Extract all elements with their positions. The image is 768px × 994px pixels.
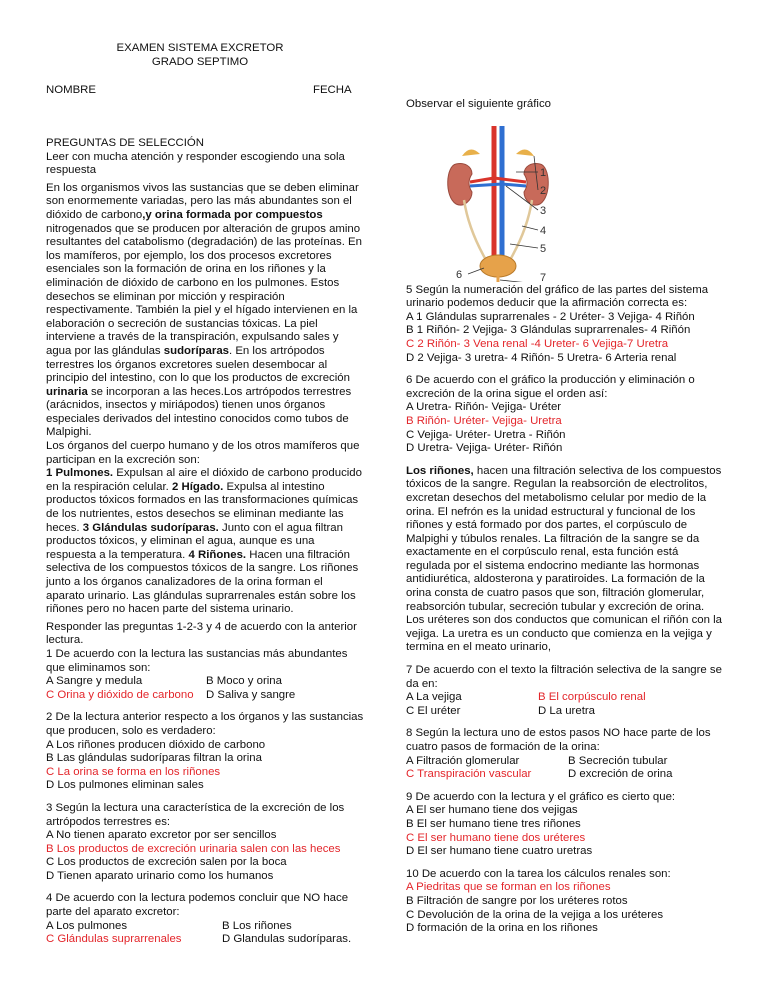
diagram-label-6: 6 [456,268,463,281]
option-d: D excreción de orina [568,768,673,781]
question-6 [406,374,724,456]
option-b-answer: B El corpúsculo renal [538,691,646,704]
option-d: D La uretra [538,704,595,717]
left-column [46,137,364,947]
option-d: D Tienen aparato urinario como los humanos [46,869,274,882]
section-title: PREGUNTAS DE SELECCIÓN [46,137,205,149]
question-text: 10 De acuerdo con la tarea los cálculos renales son: [406,867,671,880]
option-c-answer: C Transpiración vascular [406,768,532,781]
diagram-label-4: 4 [540,224,547,237]
diagram-label-5: 5 [540,242,547,255]
diagram-label-3: 3 [540,204,547,217]
question-10 [406,868,724,936]
option-d: D Los pulmones eliminan sales [46,779,204,792]
date-label: FECHA [313,84,352,96]
ureter-right [510,200,532,260]
renal-vein-left [470,184,502,186]
bladder [480,255,516,277]
option-c: C Los productos de excreción salen por la boca [46,856,287,869]
leader-7 [500,280,538,282]
option-b: B Las glándulas sudoríparas filtran la orina [46,752,262,765]
option-a: A No tienen aparato excretor por ser sencillos [46,829,277,842]
exam-grade: GRADO SEPTIMO [151,56,249,68]
option-b: B Secreción tubular [568,754,668,767]
option-d: D Uretra- Vejiga- Uréter- Riñón [406,442,563,455]
option-a: A La vejiga [406,691,462,704]
option-c-answer: C El ser humano tiene dos uréteres [406,831,586,844]
option-c: C Vejiga- Uréter- Uretra - Riñón [406,428,566,441]
option-a: A 1 Glándulas suprarrenales - 2 Uréter- 3 Vejiga- 4 Riñón [406,310,695,323]
kidney-reading: Los riñones, hacen una filtración selectiva de los compuestos tóxicos de la sangre. Regulan la reabsorción de electrolitos, excretan desechos del metabolismo celular por medio de la orina. El nefrón es la unidad estructural y funcional de los riñones y está formado por dos partes, el corpúsculo de Malpighi y túbulos renales. La filtración de la sangre se da exactamente en el corpúsculo renal, esta función está regulada por el sistema endocrino mediante las hormonas antidiurética, aldosterona y paratiroides. La formación de la orina consta de cuatro pasos que son, filtración glomerular, reabsorción tubular, secreción tubular y excreción de orina. Los uréteres son dos conductos que comunican el riñón con la vejiga. La uretra es un conducto que comienza en la vejiga y termina en el meato urinario, [406,464,722,654]
question-text: 2 De la lectura anterior respecto a los órganos y las sustancias que producen, solo es verdadero: [46,711,364,737]
option-a: A Los pulmones [46,919,128,932]
question-text: 8 Según la lectura uno de estos pasos NO hace parte de los cuatro pasos de formación de la orina: [406,727,711,753]
question-text: 3 Según la lectura una característica de la excreción de los artrópodos terrestres es: [46,801,345,828]
question-text: 7 De acuerdo con el texto la filtración selectiva de la sangre se da en: [406,664,722,690]
option-c-answer: C Orina y dióxido de carbono [46,688,194,701]
option-a: A El ser humano tiene dos vejigas [406,804,578,817]
exam-title: EXAMEN SISTEMA EXCRETOR [116,42,284,54]
question-7 [406,664,724,718]
question-8 [406,727,724,781]
option-c-answer: C Glándulas suprarrenales [46,933,182,946]
option-d: D 2 Vejiga- 3 uretra- 4 Riñón- 5 Uretra- 6 Arteria renal [406,351,677,364]
option-a-answer: A Piedritas que se forman en los riñones [406,881,611,894]
question-5 [406,284,724,366]
observe-instruction: Observar el siguiente gráfico [406,98,551,110]
option-c: C El uréter [406,704,461,717]
leader-5 [510,244,538,248]
option-b-answer: B Riñón- Uréter- Vejiga- Uretra [406,414,562,427]
right-column [406,98,724,936]
option-c-answer: C 2 Riñón- 3 Vena renal -4 Ureter- 6 Vejiga-7 Uretra [406,337,669,350]
question-2 [46,711,364,793]
option-d: D Saliva y sangre [206,688,296,701]
reading-paragraph-1: En los organismos vivos las sustancias que se deben eliminar son enormemente variadas, pero las más abundantes son el dióxido de carbono,y orina formada por compuestos nitrogenados que se producen por alteración de grupos amino resultantes del catabolismo (degradación) de las proteínas. En los mamíferos, por ejemplo, los dos procesos excretores esenciales son la formación de orina en los riñones y la eliminación de dióxido de carbono en los pulmones. Estos desechos se eliminan por micción y respiración respectivamente. También la piel y el hígado intervienen en la elaboración o secreción de sustancias tóxicas. La piel interviene a través de la transpiración, expulsando sales y agua por las glándulas sudoríparas. En los artrópodos terrestres los órganos excretores suelen desembocar al principio del intestino, con lo que los productos de excreción urinaria se incorporan a las heces.Los artrópodos terrestres (arácnidos, insectos y miriápodos) tienen unos órganos especiales derivados del intestino conocidos como tubos de Malpighi. [46,181,362,439]
option-b: B Filtración de sangre por los uréteres rotos [406,894,628,907]
diagram-label-2: 2 [540,184,547,197]
option-a: A Filtración glomerular [406,754,520,767]
diagram-label-7: 7 [540,271,547,282]
question-text: 6 De acuerdo con el gráfico la producción y eliminación o excreción de la orina sigue el orden así: [406,374,695,400]
option-a: A Uretra- Riñón- Vejiga- Uréter [406,401,562,414]
option-d: D El ser humano tiene cuatro uretras [406,845,593,858]
ureter-left [464,200,486,260]
option-b: B Moco y orina [206,675,282,688]
question-text: 4 De acuerdo con la lectura podemos concluir que NO hace parte del aparato excretor: [46,892,349,919]
respond-note: Responder las preguntas 1-2-3 y 4 de acuerdo con la anterior lectura. [46,620,357,647]
adrenal-gland-left [462,149,480,156]
adrenal-gland-right [516,149,534,156]
diagram-label-1: 1 [540,166,547,179]
question-9 [406,791,724,859]
option-b: B 1 Riñón- 2 Vejiga- 3 Glándulas suprarrenales- 4 Riñón [406,324,691,337]
option-d: D Glandulas sudoríparas. [222,933,352,946]
question-text: 9 De acuerdo con la lectura y el gráfico es cierto que: [406,790,676,803]
name-label: NOMBRE [46,84,96,96]
renal-vein-right [502,184,526,186]
option-b: B Los riñones [222,919,292,932]
question-1 [46,648,364,702]
urinary-system-diagram [406,126,724,282]
kidney-left [448,163,472,205]
option-c: C Devolución de la orina de la vejiga a los uréteres [406,908,664,921]
question-4 [46,892,364,946]
instructions: Leer con mucha atención y responder escogiendo una sola respuesta [46,150,345,177]
option-a: A Sangre y medula [46,675,143,688]
option-d: D formación de la orina en los riñones [406,922,598,935]
option-b-answer: B Los productos de excreción urinaria salen con las heces [46,842,341,855]
renal-artery-right [494,178,526,182]
question-3 [46,802,364,884]
option-a: A Los riñones producen dióxido de carbono [46,738,266,751]
reading-paragraph-2: Los órganos del cuerpo humano y de los otros mamíferos que participan en la excreción son: 1 Pulmones. Expulsan al aire el dióxido de carbono producido en la respiración celular. 2 Hígado. Expulsa al intestino productos tóxicos formados en las transformaciones químicas de los nutrientes, estos desechos se eliminan mediante las heces. 3 Glándulas sudoríparas. Junto con el agua filtran productos tóxicos, y eliminan el agua, aunque es una respuesta a la temperatura. 4 Riñones. Hacen una filtración selectiva de los compuestos tóxicos de la sangre. Los riñones junto a los órganos canalizadores de la orina forman el aparato urinario. Las glándulas suprarrenales están sobre los riñones pero no hacen parte del sistema urinario. [46,440,362,616]
renal-artery-left [470,178,494,182]
question-text: 5 Según la numeración del gráfico de las partes del sistema urinario podemos deducir que la afirmación correcta es: [406,283,709,310]
option-c-answer: C La orina se forma en los riñones [46,765,221,778]
question-text: 1 De acuerdo con la lectura las sustancias más abundantes que eliminamos son: [46,647,348,674]
option-b: B El ser humano tiene tres riñones [406,817,581,830]
